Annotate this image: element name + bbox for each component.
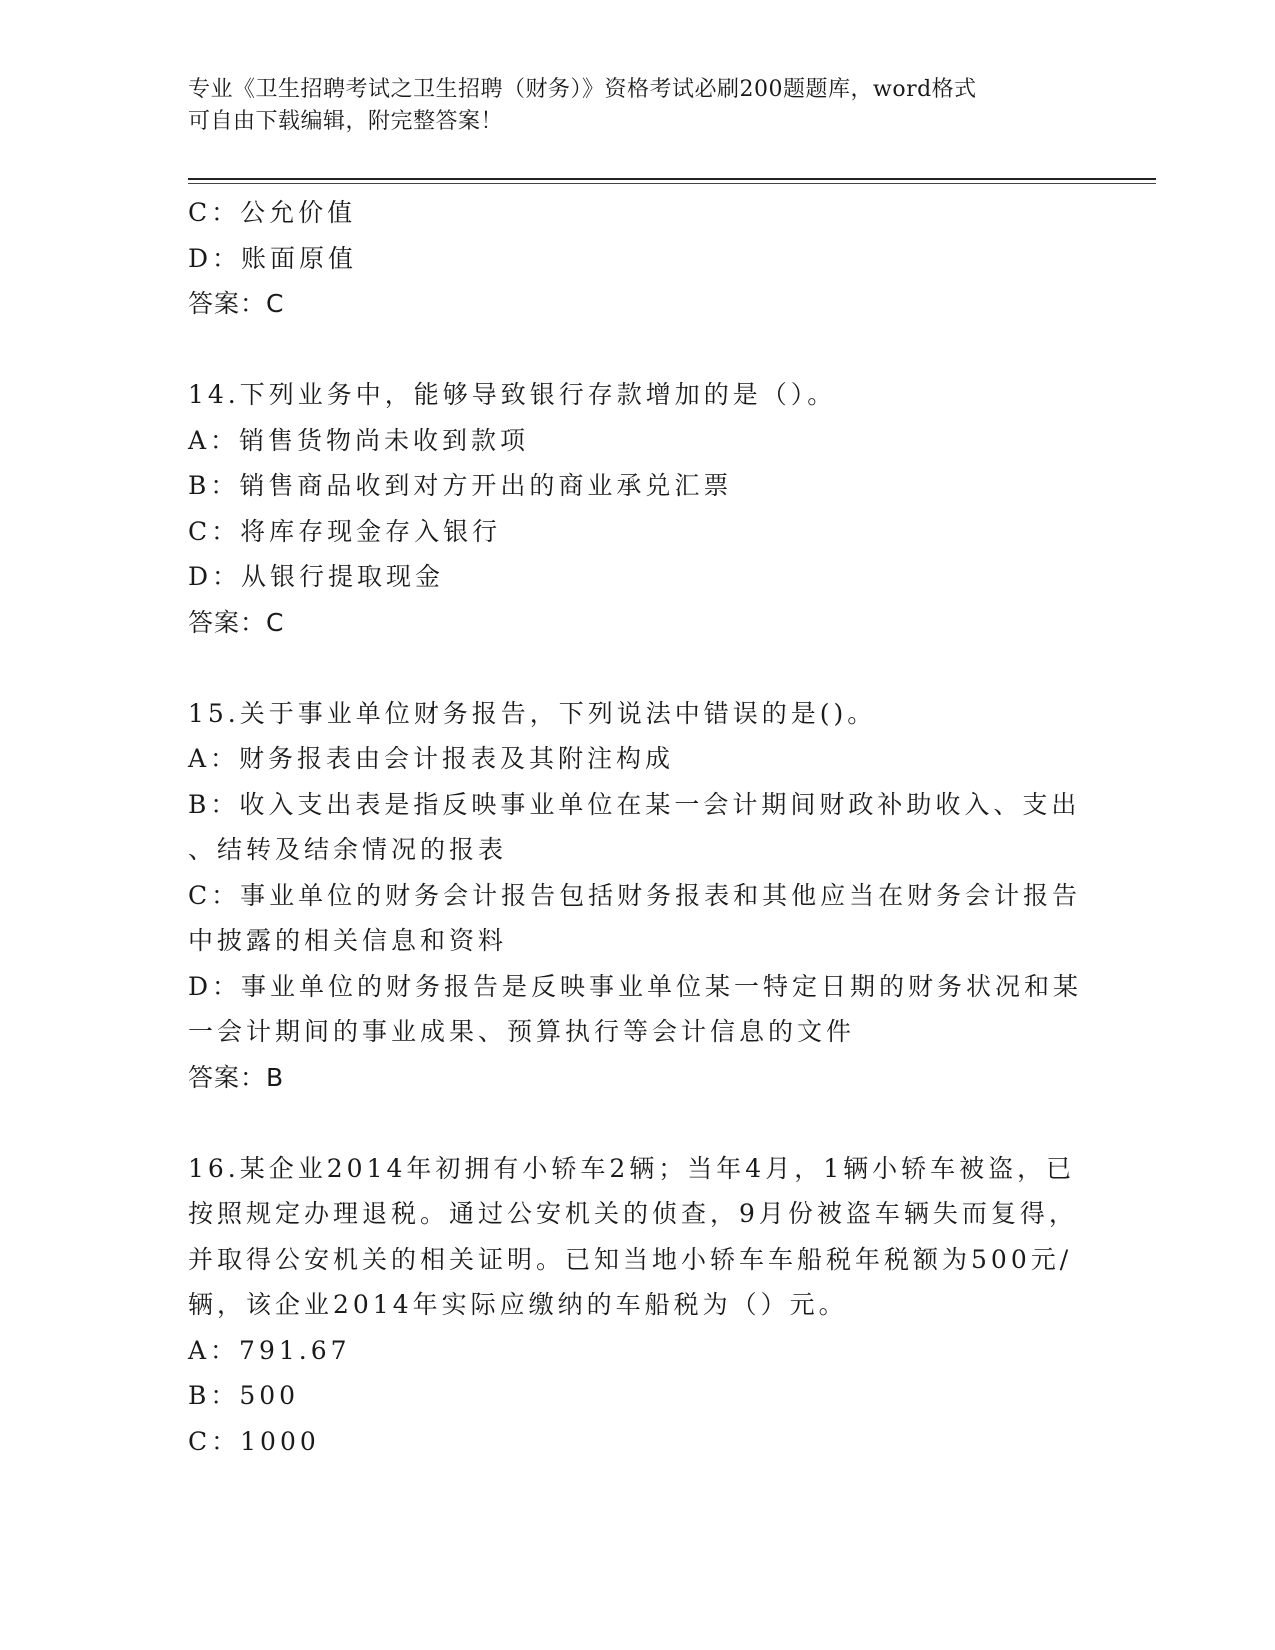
option-d: D：账面原值: [188, 243, 358, 273]
question-list: [188, 190, 1088, 1464]
header-title-line1: 专业《卫生招聘考试之卫生招聘（财务）》资格考试必刷200题题库，word格式: [188, 77, 977, 102]
option-b-line1: B：收入支出表是指反映事业单位在某一会计期间财政补助收入、支出: [188, 789, 1081, 819]
header-divider-thin: [188, 183, 1156, 184]
question-stem-line4: 辆，该企业2014年实际应缴纳的车船税为（）元。: [188, 1290, 848, 1319]
option-b: B：销售商品收到对方开出的商业承兑汇票: [188, 471, 733, 500]
question-stem: 14.下列业务中，能够导致银行存款增加的是（）。: [188, 380, 837, 409]
question-stem-line2: 按照规定办理退税。通过公安机关的侦查，9月份被盗车辆失而复得，: [188, 1199, 1078, 1228]
option-c-line2: 中披露的相关信息和资料: [188, 926, 508, 955]
header-divider: [188, 178, 1156, 180]
answer: 答案：C: [188, 289, 285, 318]
question-stem-line3: 并取得公安机关的相关证明。已知当地小轿车车船税年税额为500元/: [188, 1244, 1073, 1274]
page-header: [188, 74, 1088, 138]
option-a: A：791.67: [188, 1335, 351, 1365]
option-a: A：销售货物尚未收到款项: [188, 425, 530, 455]
question-stem: 15.关于事业单位财务报告，下列说法中错误的是()。: [188, 698, 877, 728]
question-stem-line1: 16.某企业2014年初拥有小轿车2辆；当年4月，1辆小轿车被盗，已: [188, 1153, 1076, 1183]
option-c-line1: C：事业单位的财务会计报告包括财务报表和其他应当在财务会计报告: [188, 880, 1082, 910]
question-14: [188, 372, 1088, 645]
option-c: C：公允价值: [188, 198, 357, 227]
header-title-line2: 可自由下载编辑，附完整答案！: [188, 109, 504, 134]
question-15: [188, 691, 1088, 1101]
option-d-line2: 一会计期间的事业成果、预算执行等会计信息的文件: [188, 1017, 856, 1046]
answer: 答案：B: [188, 1062, 285, 1092]
option-d-line1: D：事业单位的财务报告是反映事业单位某一特定日期的财务状况和某: [188, 971, 1083, 1001]
option-b: B：500: [188, 1381, 300, 1410]
question-13-tail: [188, 190, 1088, 327]
option-c: C：1000: [188, 1426, 320, 1456]
option-a: A：财务报表由会计报表及其附注构成: [188, 744, 675, 773]
option-b-line2: 、结转及结余情况的报表: [188, 835, 508, 864]
option-d: D：从银行提取现金: [188, 562, 445, 591]
answer: 答案：C: [188, 607, 285, 637]
question-16: [188, 1146, 1088, 1465]
option-c: C：将库存现金存入银行: [188, 516, 502, 546]
